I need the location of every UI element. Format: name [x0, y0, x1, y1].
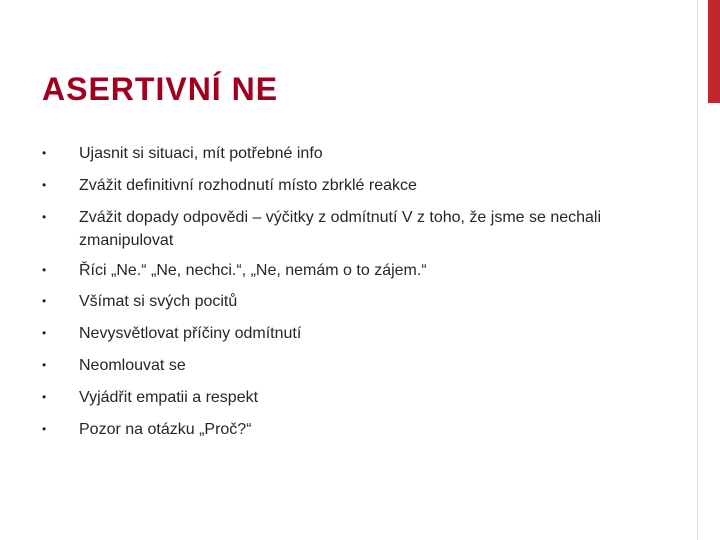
bullet-text: Pozor na otázku „Proč?“ — [79, 421, 252, 438]
bullet-item — [42, 259, 642, 282]
bullet-item — [42, 418, 642, 441]
bullet-dot-icon: • — [42, 422, 47, 436]
bullet-text: Neomlouvat se — [79, 357, 186, 374]
bullet-dot-icon: • — [42, 390, 47, 404]
bullet-text: Ujasnit si situaci, mít potřebné info — [79, 145, 323, 162]
bullet-dot-icon: • — [42, 358, 47, 372]
bullet-item — [42, 206, 642, 252]
bullet-item — [42, 354, 642, 377]
bullet-dot-icon: • — [42, 178, 47, 192]
bullet-item — [42, 386, 642, 409]
bullet-text: Vyjádřit empatii a respekt — [79, 389, 259, 406]
bullet-item — [42, 290, 642, 313]
bullet-dot-icon: • — [42, 326, 47, 340]
bullet-text: Zvážit definitivní rozhodnutí místo zbrklé reakce — [79, 177, 417, 194]
bullet-text: Nevysvětlovat příčiny odmítnutí — [79, 325, 302, 342]
bullet-dot-icon: • — [42, 263, 47, 277]
bullet-text: Zvážit dopady odpovědi – výčitky z odmítnutí V z toho, že jsme se nechali zmanipulovat — [79, 209, 602, 249]
slide-title: ASERTIVNÍ NE — [42, 71, 279, 107]
bullet-item — [42, 174, 642, 197]
bullet-dot-icon: • — [42, 146, 47, 160]
bullet-text: Všímat si svých pocitů — [79, 293, 238, 310]
bullet-item — [42, 142, 642, 165]
bullet-text: Říci „Ne.“ „Ne, nechci.“, „Ne, nemám o to zájem.“ — [79, 262, 427, 279]
bullet-dot-icon: • — [42, 210, 47, 224]
bullet-dot-icon: • — [42, 294, 47, 308]
bullet-item — [42, 322, 642, 345]
